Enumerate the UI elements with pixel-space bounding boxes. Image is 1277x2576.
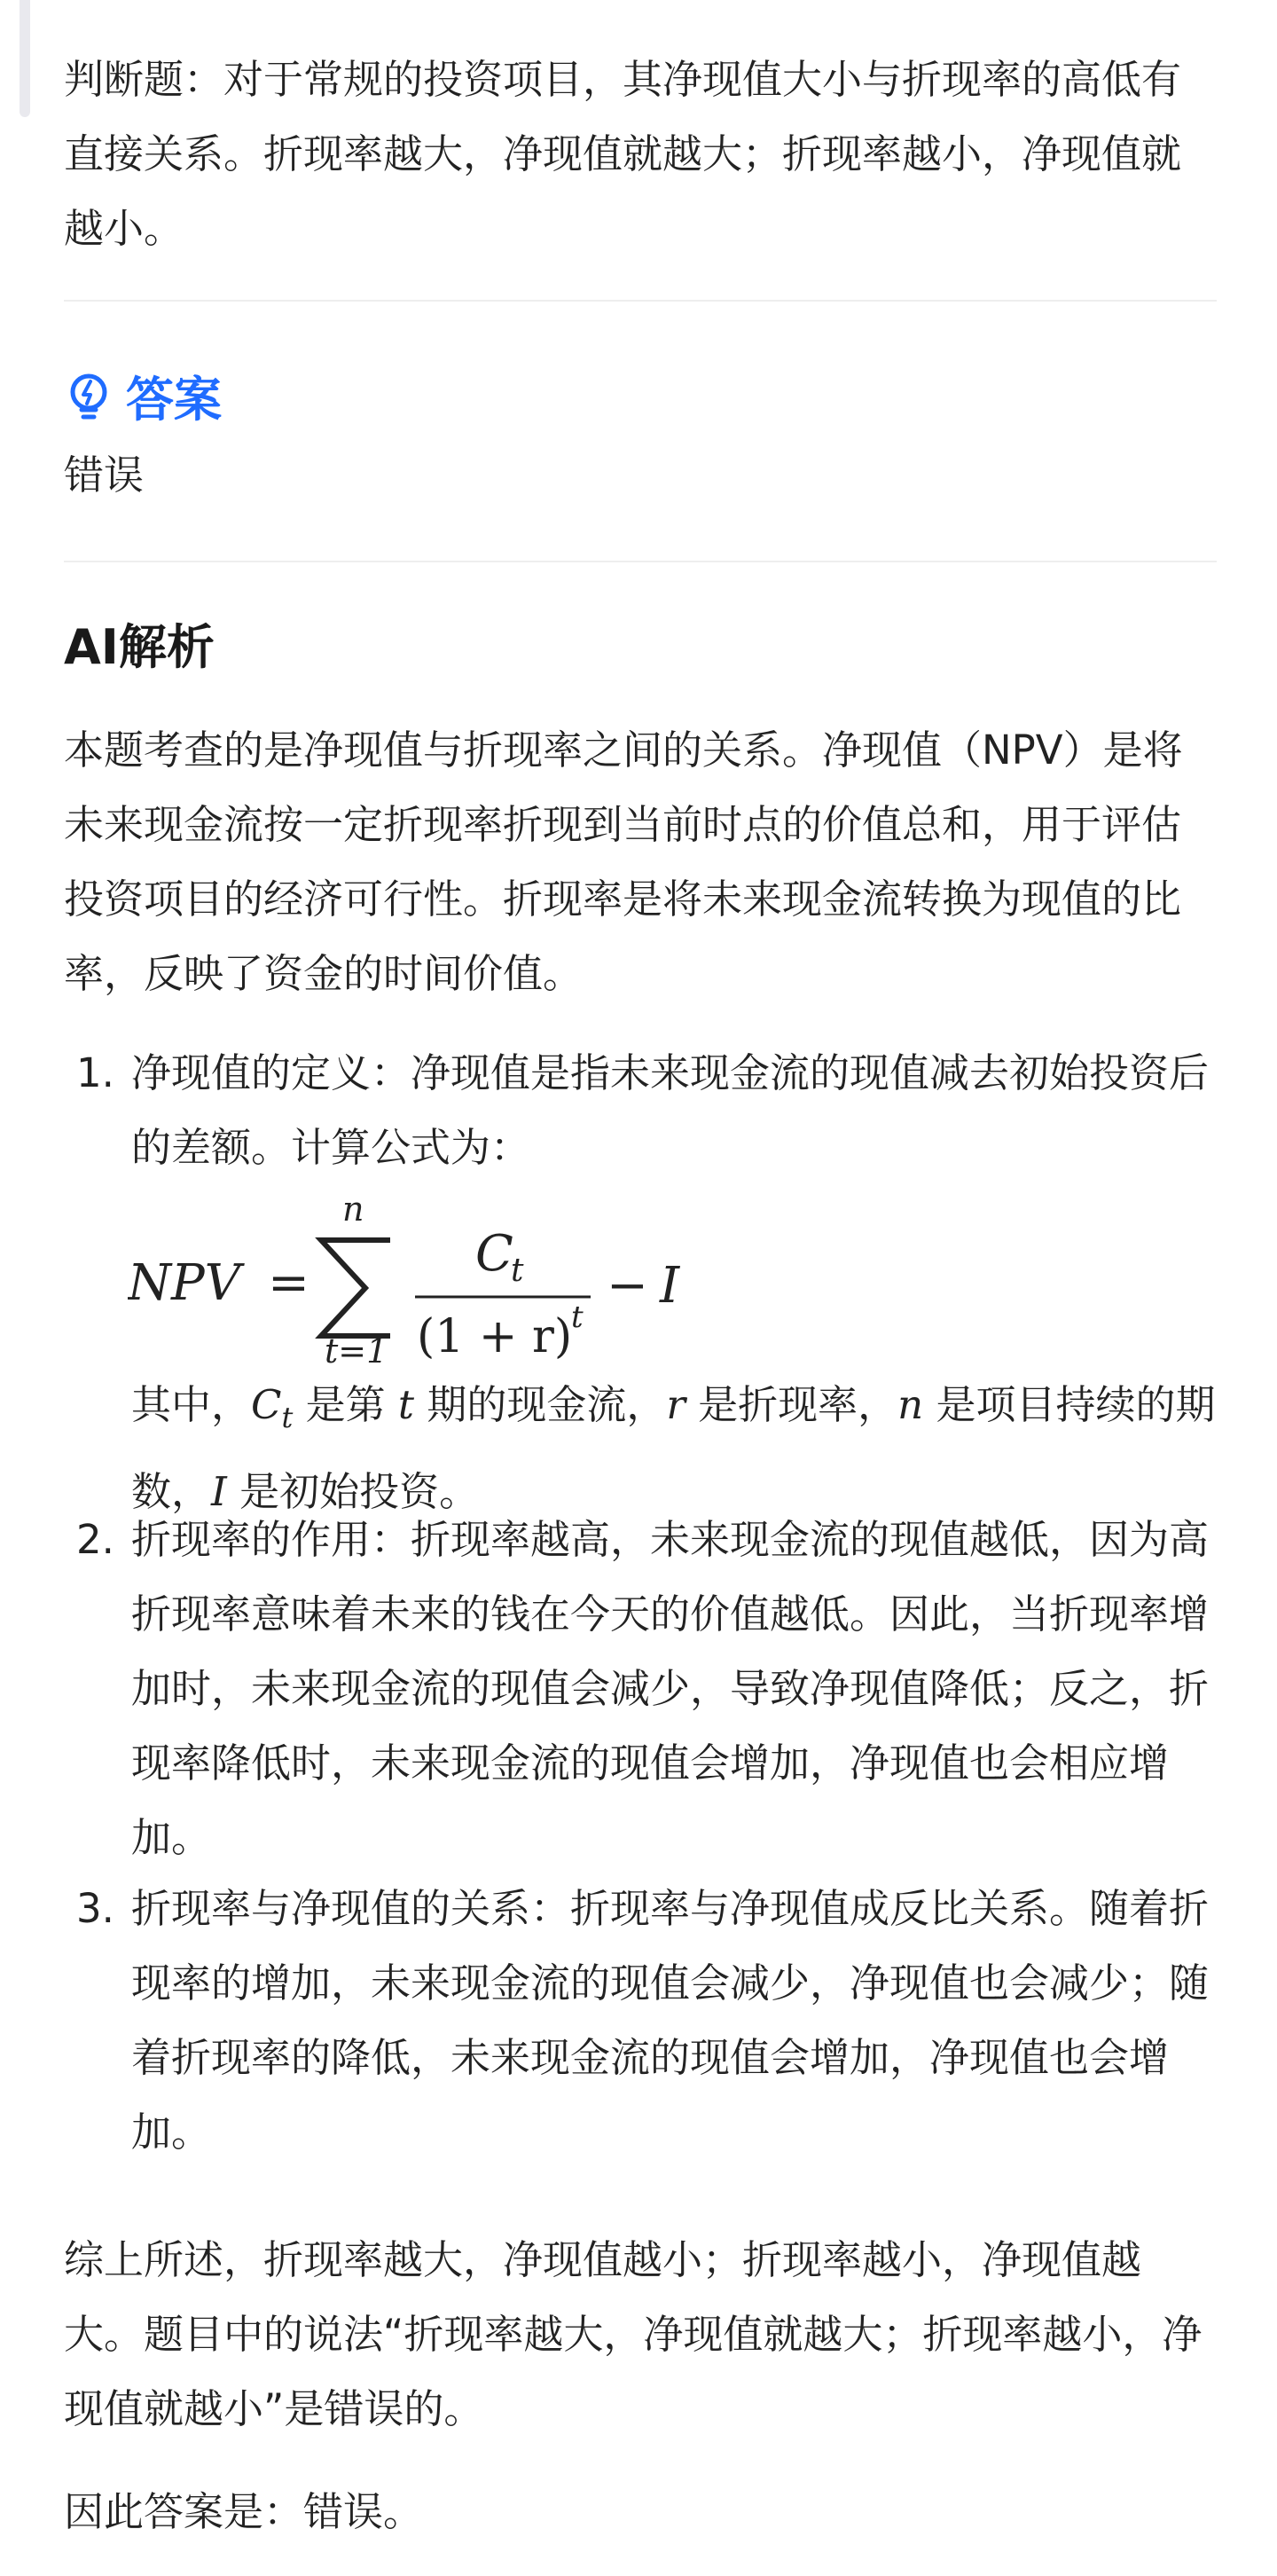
list-number: 3.	[76, 1885, 114, 1932]
conclusion-text: 因此答案是：错误。	[64, 2488, 424, 2535]
sum-lower-limit: t=1	[325, 1331, 388, 1366]
answer-title: 答案	[126, 371, 222, 428]
formula-numerator-sub: t	[511, 1253, 524, 1289]
formula-lhs: NPV	[128, 1254, 241, 1312]
summary-text: 综上所述，折现率越大，净现值越小；折现率越小，净现值越大。题目中的说法“折现率越大，净现值就越大；折现率越小，净现值就越小”是错误的。	[64, 2236, 1203, 2432]
list-item	[64, 1036, 1217, 1529]
lightbulb-icon	[64, 371, 114, 420]
question-text: 判断题：对于常规的投资项目，其净现值大小与折现率的高低有直接关系。折现率越大，净现值就越大；折现率越小，净现值就越小。	[64, 56, 1182, 252]
formula-denominator: (1 + r)	[417, 1310, 573, 1363]
sum-upper-limit: n	[342, 1190, 364, 1229]
list-number: 1.	[76, 1049, 114, 1096]
formula-tail: I	[660, 1257, 680, 1315]
list-item-text: 折现率与净现值的关系：折现率与净现值成反比关系。随着折现率的增加，未来现金流的现值会减少，净现值也会减少；随着折现率的降低，未来现金流的现值会增加，净现值也会增加。	[131, 1885, 1210, 2156]
formula-denominator-sup: t	[571, 1300, 584, 1335]
sum-sign	[321, 1240, 390, 1336]
formula-explanation: 其中，$C_t$ 是第 t 期的现金流，r 是折现率，n 是项目持续的期数，I 是初始投资。	[131, 1381, 1216, 1515]
list-item	[64, 1503, 1217, 1875]
answer-value: 错误	[64, 452, 145, 499]
npv-formula	[128, 1189, 1217, 1366]
list-item-text: 折现率的作用：折现率越高，未来现金流的现值越低，因为高折现率意味着未来的钱在今天的价值越低。因此，当折现率增加时，未来现金流的现值会减少，导致净现值降低；反之，折现率降低时，未来现金流的现值会增加，净现值也会相应增加。	[131, 1516, 1210, 1861]
scroll-indicator[interactable]	[20, 0, 30, 117]
ai-analysis-title: AI解析	[64, 619, 215, 675]
formula-equals: =	[268, 1254, 309, 1312]
divider	[64, 300, 1217, 302]
divider	[64, 561, 1217, 562]
list-item	[64, 1872, 1217, 2170]
list-number: 2.	[76, 1516, 114, 1563]
formula-numerator: C	[475, 1225, 513, 1283]
ai-analysis-intro: 本题考查的是净现值与折现率之间的关系。净现值（NPV）是将未来现金流按一定折现率折现到当前时点的价值总和，用于评估投资项目的经济可行性。折现率是将未来现金流转换为现值的比率，反映了资金的时间价值。	[64, 726, 1183, 997]
answer-header	[64, 364, 222, 428]
list-item-text: 净现值的定义：净现值是指未来现金流的现值减去初始投资后的差额。计算公式为：	[131, 1049, 1210, 1171]
formula-minus: −	[607, 1257, 648, 1315]
